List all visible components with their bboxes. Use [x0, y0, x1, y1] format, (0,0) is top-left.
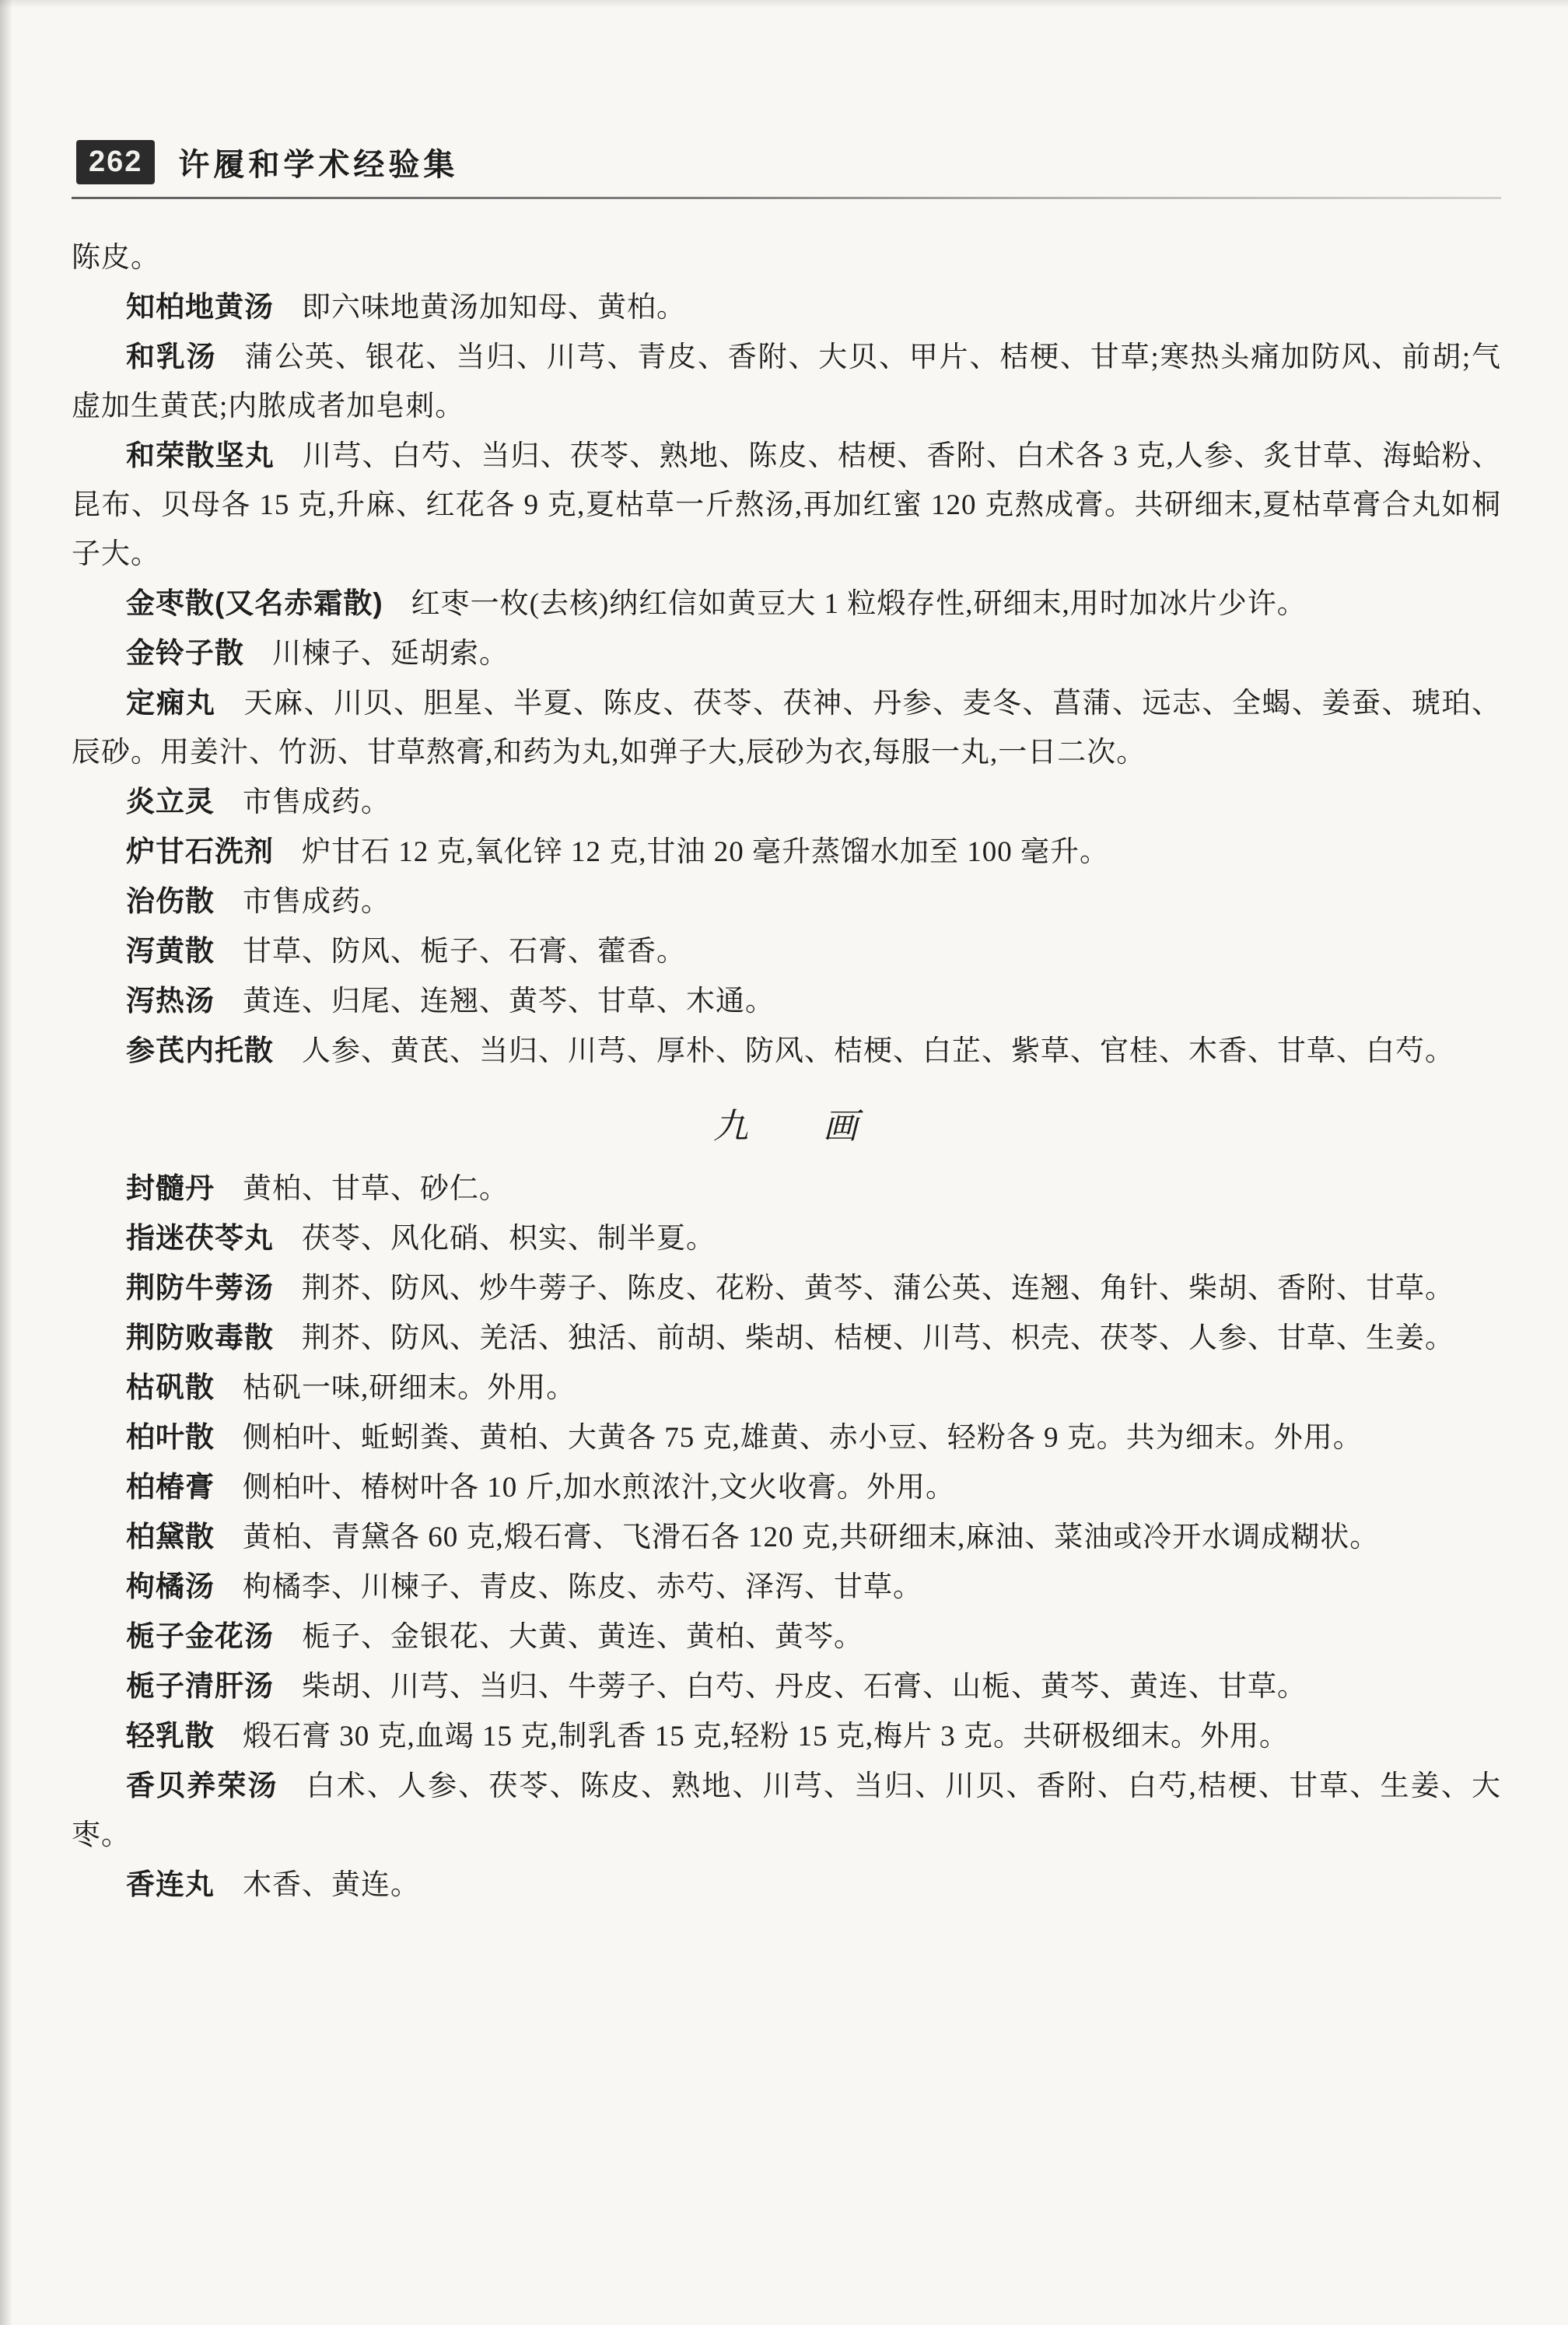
- formula-ingredients: 茯苓、风化硝、枳实、制半夏。: [302, 1223, 716, 1255]
- formula-entry: [72, 1363, 1501, 1413]
- formula-name: 金铃子散: [126, 637, 244, 669]
- formula-entry: [72, 777, 1501, 827]
- formula-name: 栀子清肝汤: [126, 1670, 274, 1702]
- formula-ingredients: 栀子、金银花、大黄、黄连、黄柏、黄芩。: [302, 1621, 863, 1653]
- formula-name: 定痫丸: [126, 687, 216, 719]
- formula-name: 金枣散(又名赤霜散): [126, 587, 383, 619]
- formula-ingredients: 枸橘李、川楝子、青皮、陈皮、赤芍、泽泻、甘草。: [243, 1571, 922, 1603]
- formula-list-section-1: [72, 282, 1501, 1076]
- formula-entry: [72, 926, 1501, 976]
- formula-name: 泻黄散: [126, 935, 215, 967]
- formula-name: 香连丸: [126, 1868, 215, 1900]
- formula-list-section-2: [72, 1164, 1501, 1910]
- formula-name: 泻热汤: [126, 985, 215, 1017]
- page-number-badge: 262: [76, 140, 155, 184]
- continuation-line: 陈皮。: [72, 242, 160, 274]
- formula-name: 荆防牛蒡汤: [126, 1272, 274, 1304]
- section-header-nine-strokes: 九 画: [712, 1107, 859, 1146]
- formula-ingredients: 侧柏叶、蚯蚓粪、黄柏、大黄各 75 克,雄黄、赤小豆、轻粉各 9 克。共为细末。外用。: [243, 1422, 1363, 1454]
- formula-name: 炎立灵: [126, 786, 215, 818]
- formula-entry: [72, 1562, 1501, 1612]
- formula-entry: [72, 827, 1501, 877]
- formula-ingredients: 甘草、防风、栀子、石膏、藿香。: [243, 936, 686, 968]
- formula-ingredients: 蒲公英、银花、当归、川芎、青皮、香附、大贝、甲片、桔梗、甘草;寒热头痛加防风、前胡;气虚加生黄芪;内脓成者加皂刺。: [72, 341, 1501, 422]
- formula-ingredients: 煅石膏 30 克,血竭 15 克,制乳香 15 克,轻粉 15 克,梅片 3 克。共研极细末。外用。: [243, 1721, 1289, 1753]
- formula-entry: [72, 431, 1501, 579]
- formula-entry: [72, 579, 1501, 629]
- formula-ingredients: 侧柏叶、椿树叶各 10 斤,加水煎浓汁,文火收膏。外用。: [243, 1472, 955, 1504]
- formula-name: 香贝养荣汤: [126, 1770, 278, 1802]
- formula-entry: [72, 1263, 1501, 1313]
- formula-entry: [72, 282, 1501, 332]
- book-title: 许履和学术经验集: [178, 148, 459, 182]
- formula-name: 枸橘汤: [126, 1570, 215, 1602]
- formula-name: 和荣散坚丸: [126, 439, 275, 471]
- formula-ingredients: 荆芥、防风、羌活、独活、前胡、柴胡、桔梗、川芎、枳壳、茯苓、人参、甘草、生姜。: [302, 1322, 1454, 1354]
- formula-ingredients: 川楝子、延胡索。: [272, 638, 509, 670]
- formula-ingredients: 即六味地黄汤加知母、黄柏。: [302, 292, 686, 324]
- formula-entry: [72, 1661, 1501, 1711]
- page-body: [72, 199, 1501, 1910]
- formula-name: 柏叶散: [126, 1421, 215, 1453]
- formula-ingredients: 川芎、白芍、当归、茯苓、熟地、陈皮、桔梗、香附、白术各 3 克,人参、炙甘草、海蛤粉、昆布、贝母各 15 克,升麻、红花各 9 克,夏枯草一斤熬汤,再加红蜜 120 克熬成膏。共研细末,夏枯草膏合丸如桐子大。: [72, 440, 1502, 570]
- formula-ingredients: 人参、黄芪、当归、川芎、厚朴、防风、桔梗、白芷、紫草、官桂、木香、甘草、白芍。: [302, 1035, 1454, 1067]
- formula-ingredients: 炉甘石 12 克,氧化锌 12 克,甘油 20 毫升蒸馏水加至 100 毫升。: [302, 836, 1109, 868]
- formula-ingredients: 木香、黄连。: [243, 1869, 420, 1901]
- formula-ingredients: 柴胡、川芎、当归、牛蒡子、白芍、丹皮、石膏、山栀、黄芩、黄连、甘草。: [302, 1671, 1307, 1703]
- formula-entry: [72, 1413, 1501, 1462]
- formula-ingredients: 市售成药。: [243, 886, 390, 918]
- formula-entry: [72, 1313, 1501, 1363]
- formula-entry: [72, 1512, 1501, 1562]
- formula-entry: [72, 1462, 1501, 1512]
- formula-ingredients: 天麻、川贝、胆星、半夏、陈皮、茯苓、茯神、丹参、麦冬、菖蒲、远志、全蝎、姜蚕、琥珀、辰砂。用姜汁、竹沥、甘草熬膏,和药为丸,如弹子大,辰砂为衣,每服一丸,一日二次。: [72, 688, 1501, 769]
- formula-entry: [72, 1711, 1501, 1761]
- formula-ingredients: 白术、人参、茯苓、陈皮、熟地、川芎、当归、川贝、香附、白芍,桔梗、甘草、生姜、大枣。: [72, 1770, 1502, 1851]
- formula-entry: [72, 1761, 1501, 1860]
- formula-entry: [72, 332, 1501, 431]
- formula-name: 栀子金花汤: [126, 1620, 274, 1652]
- formula-entry: [72, 1612, 1501, 1661]
- formula-entry: [72, 1164, 1501, 1213]
- formula-name: 柏椿膏: [126, 1471, 215, 1503]
- formula-name: 和乳汤: [126, 341, 217, 373]
- formula-entry: [72, 629, 1501, 678]
- formula-entry: [72, 877, 1501, 926]
- formula-name: 轻乳散: [126, 1720, 215, 1752]
- formula-entry: [72, 1860, 1501, 1910]
- formula-entry: [72, 976, 1501, 1026]
- formula-name: 指迷茯苓丸: [126, 1222, 274, 1254]
- formula-entry: [72, 678, 1501, 777]
- formula-name: 枯矾散: [126, 1371, 215, 1403]
- formula-ingredients: 黄连、归尾、连翘、黄芩、甘草、木通。: [243, 986, 775, 1017]
- formula-ingredients: 红枣一枚(去核)纳红信如黄豆大 1 粒煅存性,研细末,用时加冰片少许。: [411, 588, 1307, 620]
- formula-ingredients: 枯矾一味,研细末。外用。: [243, 1372, 576, 1404]
- formula-name: 柏黛散: [126, 1521, 215, 1553]
- formula-name: 封髓丹: [126, 1172, 215, 1204]
- page-header: [72, 0, 1501, 184]
- formula-entry: [72, 1213, 1501, 1263]
- formula-name: 荆防败毒散: [126, 1322, 274, 1353]
- formula-ingredients: 市售成药。: [243, 786, 390, 818]
- formula-ingredients: 黄柏、青黛各 60 克,煅石膏、飞滑石各 120 克,共研细末,麻油、菜油或冷开水调成糊状。: [243, 1521, 1380, 1553]
- formula-name: 治伤散: [126, 885, 215, 917]
- formula-entry: [72, 1026, 1501, 1076]
- formula-name: 炉甘石洗剂: [126, 835, 274, 867]
- formula-ingredients: 黄柏、甘草、砂仁。: [243, 1173, 509, 1205]
- formula-name: 知柏地黄汤: [126, 291, 274, 323]
- formula-name: 参芪内托散: [126, 1035, 274, 1066]
- formula-ingredients: 荆芥、防风、炒牛蒡子、陈皮、花粉、黄芩、蒲公英、连翘、角针、柴胡、香附、甘草。: [302, 1273, 1454, 1304]
